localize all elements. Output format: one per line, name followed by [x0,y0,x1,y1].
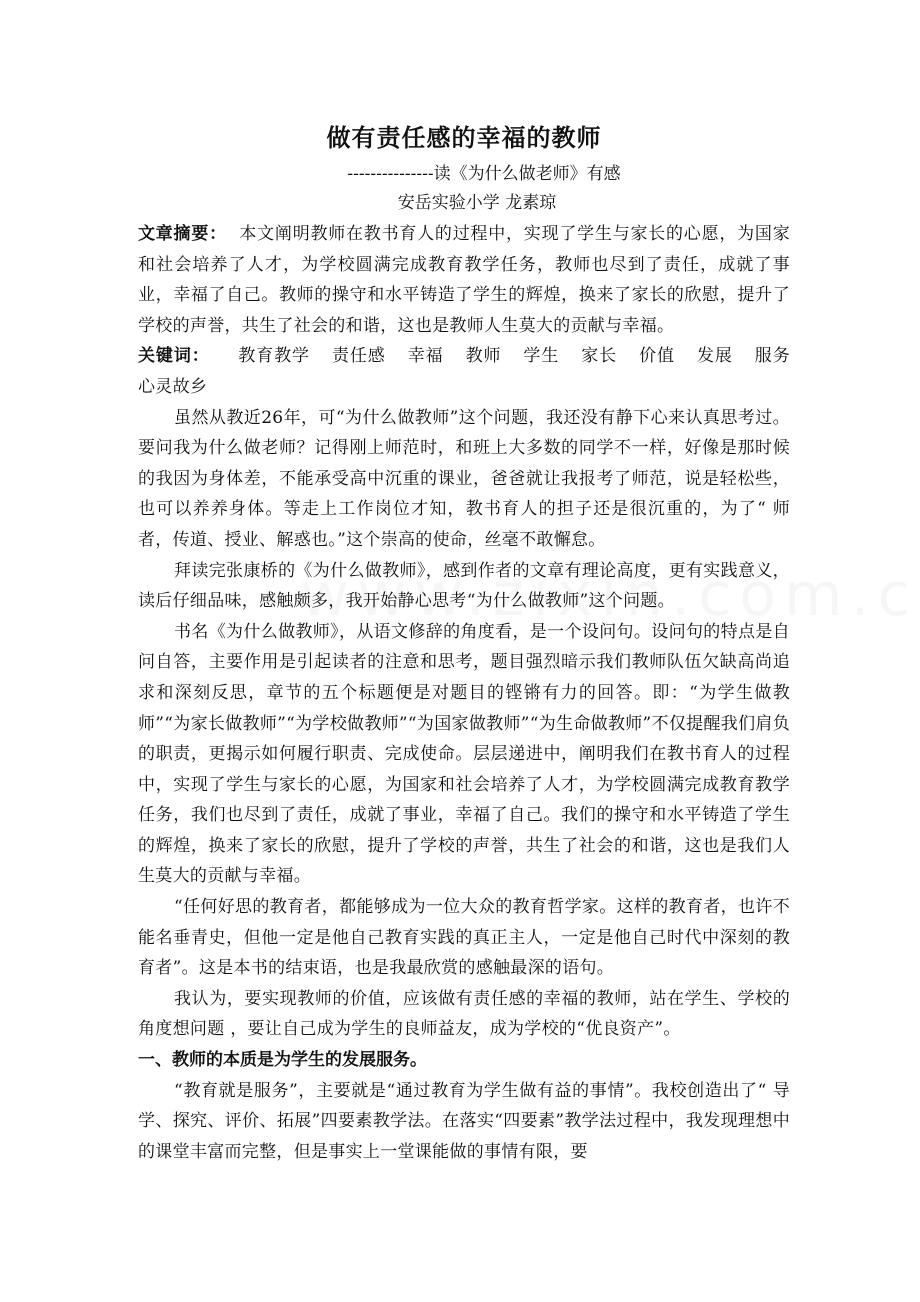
document-subtitle: ---------------读《为什么做老师》有感 [347,164,621,184]
keyword: 心灵故乡 [138,376,208,397]
body-paragraph: 虽然从教近26年，可“为什么做教师”这个问题，我还没有静下心来认真思考过。要问我为什么做老师？记得刚上师范时，和班上大多数的同学不一样，好像是那时候的我因为身体差，不能承受高中沉重的课业，爸爸就让我报考了师范，说是轻松些，也可以养养身体。等走上工作岗位才知，教书育人的担子还是很沉重的，为了“ 师者，传道、授业、解惑也。”这个崇高的使命，丝毫不敢懈怠。 [138,407,790,550]
keyword: 发展 [696,346,733,367]
keyword: 教育教学 [237,346,310,367]
keyword: 家长 [581,346,618,367]
document-page [138,118,790,1167]
keyword: 学生 [523,346,560,367]
keyword: 价值 [639,346,675,367]
body-paragraph: “任何好思的教育者，都能够成为一位大众的教育哲学家。这样的教育者，也许不能名垂青史，但他一定是他自己教育实践的真正主人，一定是他自己时代中深刻的教育者”。这是本书的结束语，也是我最欣赏的感触最深的语句。 [138,897,790,979]
document-title: 做有责任感的幸福的教师 [326,124,602,152]
keywords-label: 关键词： [138,346,210,367]
document-author: 安岳实验小学 龙素琼 [397,193,557,213]
body-paragraph: 书名《为什么做教师》，从语文修辞的角度看，是一个设问句。设问句的特点是自问自答，主要作用是引起读者的注意和思考，题目强烈暗示我们教师队伍欠缺高尚追求和深刻反思，章节的五个标题便是对题目的铿锵有力的回答。即：“为学生做教师”“为家长做教师”“为学校做教师”“为国家做教师”“为生命做教师”不仅提醒我们肩负的职责，更揭示如何履行职责、完成使命。层层递进中，阐明我们在教书育人的过程中，实现了学生与家长的心愿，为国家和社会培养了人才，为学校圆满完成教育教学任务，我们也尽到了责任，成就了事业，幸福了自己。我们的操守和水平铸造了学生的辉煌，换来了家长的欣慰，提升了学校的声誉，共生了社会的和谐，这也是我们人生莫大的贡献与幸福。 [138,621,790,887]
keyword: 服务 [754,346,791,367]
abstract-text: 本文阐明教师在教书育人的过程中，实现了学生与家长的心愿，为国家和社会培养了人才，为学校圆满完成教育教学任务，教师也尽到了责任，成就了事业，幸福了自己。教师的操守和水平铸造了学生的辉煌，换来了家长的欣慰，提升了学校的声誉，共生了社会的和谐，这也是教师人生莫大的贡献与幸福。 [138,224,790,336]
section-paragraph: “教育就是服务”，主要就是“通过教育为学生做有益的事情”。我校创造出了“ 导学、探究、评价、拓展”四要素教学法。在落实“四要素”教学法过程中，我发现理想中的课堂丰富而完整，但是事实上一堂课能做的事情有限，要 [138,1080,790,1162]
keyword: 责任感 [331,346,386,367]
keyword: 教师 [465,346,502,367]
body-paragraph: 我认为，要实现教师的价值，应该做有责任感的幸福的教师，站在学生、学校的角度想问题 ，要让自己成为学生的良师益友，成为学校的“优良资产”。 [138,988,790,1040]
section-heading: 一、教师的本质是为学生的发展服务。 [138,1050,427,1071]
keywords-paragraph [138,341,790,402]
body-paragraph: 拜读完张康桥的《为什么做教师》，感到作者的文章有理论高度，更有实践意义，读后仔细品味，感触颇多，我开始静心思考“为什么做教师”这个问题。 [138,560,790,612]
abstract-label: 文章摘要： [138,224,227,244]
abstract-paragraph [138,219,790,341]
keyword: 幸福 [407,346,444,367]
